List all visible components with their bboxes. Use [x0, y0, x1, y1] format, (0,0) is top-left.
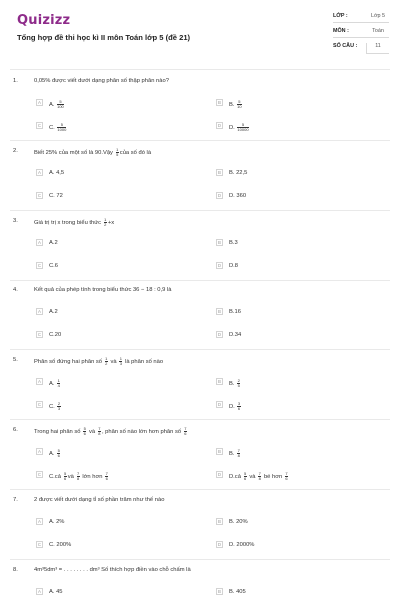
option-letter-box[interactable]: D: [217, 402, 222, 407]
numerator: 1: [116, 147, 119, 152]
option-letter-box[interactable]: A: [36, 448, 43, 455]
meta-divider: [333, 37, 389, 38]
option-c[interactable]: [49, 542, 71, 548]
denominator: 5: [116, 152, 119, 157]
numerator: 5: [238, 99, 241, 104]
question-text-part: của số đó là: [119, 150, 152, 157]
option-letter-box[interactable]: B: [216, 99, 223, 106]
numerator: 7: [105, 471, 108, 476]
numerator: 7: [184, 426, 187, 431]
option-fraction: [237, 402, 240, 411]
question-text-part: Giá trị trị x trong biểu thức: [34, 220, 103, 227]
option-text: D.8: [229, 263, 239, 269]
option-text: D.: [229, 404, 237, 411]
question-text-part: và: [108, 359, 119, 366]
question-text: [34, 287, 171, 293]
question-text-part: là phân số nào: [123, 359, 164, 366]
question-fraction: [105, 357, 108, 366]
question-number: 7.: [13, 497, 18, 503]
denominator: 6: [244, 476, 247, 481]
question-divider: [10, 210, 390, 211]
option-letter-box[interactable]: A: [36, 378, 43, 385]
option-a[interactable]: [49, 589, 63, 595]
option-fraction: [285, 472, 288, 481]
option-fraction: [258, 472, 261, 481]
question-text: [34, 427, 188, 436]
option-text: B.: [229, 102, 237, 109]
option-letter-box[interactable]: B: [216, 239, 223, 246]
option-fraction: [57, 123, 66, 132]
option-fraction: [57, 449, 60, 458]
meta-label: LỚP :: [333, 13, 348, 19]
denominator: 3: [119, 361, 122, 366]
numerator: 2: [237, 378, 240, 383]
option-d[interactable]: [229, 402, 242, 411]
option-text: C. 72: [49, 193, 63, 199]
denominator: 6: [237, 406, 241, 411]
denominator: 1000: [57, 127, 67, 132]
option-letter-box[interactable]: D: [217, 542, 222, 547]
question-divider: [10, 419, 390, 420]
option-b[interactable]: [229, 449, 241, 458]
option-letter-box[interactable]: C: [37, 332, 42, 337]
option-b[interactable]: [229, 100, 243, 109]
option-text: A.: [49, 381, 57, 388]
meta-label: SỐ CÂU :: [333, 43, 358, 49]
option-text: C. 200%: [49, 542, 72, 548]
question-fraction: [104, 218, 107, 227]
question-fraction: [83, 427, 86, 436]
numerator: 2: [57, 401, 61, 406]
option-text: A.2: [49, 240, 58, 246]
option-text: B. 20%: [229, 519, 248, 525]
denominator: 6: [285, 476, 288, 481]
option-fraction: [237, 100, 241, 109]
denominator: 6: [83, 431, 86, 436]
question-divider: [10, 140, 390, 141]
option-letter-box[interactable]: D: [217, 123, 222, 128]
option-text: A.: [49, 102, 57, 109]
question-fraction: [184, 427, 187, 436]
option-fraction: [244, 472, 247, 481]
question-number: 3.: [13, 218, 18, 224]
option-fraction: [57, 379, 60, 388]
option-text: C.20: [49, 332, 62, 338]
quizizz-logo: Quizizz: [17, 13, 71, 28]
option-fraction: [57, 402, 60, 411]
numerator: 1: [104, 217, 107, 222]
numerator: 5: [244, 471, 247, 476]
question-text-part: Trong hai phân số: [34, 429, 83, 436]
option-b[interactable]: [229, 240, 238, 246]
option-c[interactable]: [49, 263, 58, 269]
option-letter-box[interactable]: B: [216, 308, 223, 315]
numerator: 5: [64, 471, 67, 476]
denominator: 6: [64, 476, 67, 481]
numerator: 1: [57, 378, 60, 383]
option-letter-box[interactable]: A: [36, 99, 43, 106]
option-text: A. 2%: [49, 519, 65, 525]
question-number: 1.: [13, 78, 18, 84]
option-c[interactable]: [49, 332, 61, 338]
denominator: 3: [57, 406, 61, 411]
option-a[interactable]: [49, 240, 58, 246]
option-d[interactable]: [229, 542, 254, 548]
option-a[interactable]: [49, 519, 64, 525]
question-number: 5.: [13, 357, 18, 363]
denominator: 8: [98, 431, 101, 436]
option-d[interactable]: [229, 263, 238, 269]
option-b[interactable]: [229, 170, 247, 176]
numerator: 5: [57, 448, 60, 453]
option-a[interactable]: [49, 309, 58, 315]
denominator: 8: [77, 476, 80, 481]
worksheet-title: Tổng hợp đề thi học kì II môn Toán lớp 5 (đề 21): [17, 33, 191, 42]
option-text: B.: [229, 381, 237, 388]
option-letter-box[interactable]: C: [37, 402, 42, 407]
numerator: 5: [83, 426, 86, 431]
question-text: [34, 218, 114, 227]
option-letter-box[interactable]: A: [36, 518, 43, 525]
meta-row-subject: [333, 28, 389, 38]
denominator: 2: [104, 222, 107, 227]
option-fraction: [237, 449, 240, 458]
meta-divider: [333, 22, 389, 23]
denominator: 5: [237, 383, 240, 388]
numerator: 3: [237, 401, 241, 406]
question-text: [34, 497, 164, 503]
question-fraction: [119, 357, 122, 366]
option-fraction: [237, 379, 240, 388]
option-c[interactable]: [49, 193, 63, 199]
denominator: 6: [105, 476, 108, 481]
option-text: D. 2000%: [229, 542, 255, 548]
denominator: 8: [258, 476, 261, 481]
numerator: 5: [237, 123, 248, 128]
question-text: [34, 567, 191, 573]
question-text-part: , phân số nào lớn hơn phân số: [101, 429, 183, 436]
option-letter-box[interactable]: B: [216, 518, 223, 525]
option-text: D. 360: [229, 193, 247, 199]
meta-row-class: [333, 13, 389, 23]
option-a[interactable]: [49, 449, 61, 458]
question-text-part: 0,05% được viết dưới dạng phân số thập phân nào?: [34, 78, 169, 84]
option-b[interactable]: [229, 309, 241, 315]
option-a[interactable]: [49, 100, 65, 109]
option-text: D.cả: [229, 474, 243, 481]
option-letter-box[interactable]: B: [216, 588, 223, 595]
option-b[interactable]: [229, 519, 248, 525]
denominator: 8: [237, 453, 240, 458]
option-c[interactable]: [49, 472, 109, 481]
numerator: 7: [98, 426, 101, 431]
option-fraction: [77, 472, 80, 481]
option-fraction: [237, 123, 248, 132]
numerator: 1: [119, 356, 122, 361]
option-text: A.2: [49, 309, 58, 315]
option-text: A. 45: [49, 589, 63, 595]
option-text: A.: [49, 451, 57, 458]
option-letter-box[interactable]: D: [217, 263, 222, 268]
question-text-part: và: [87, 429, 97, 436]
option-letter-box[interactable]: C: [37, 472, 42, 477]
option-letter-box[interactable]: C: [37, 193, 42, 198]
meta-label: MÔN :: [333, 28, 349, 34]
meta-row-count: [333, 43, 389, 55]
option-text: A. 4,5: [49, 170, 65, 176]
meta-value: 11: [366, 43, 389, 54]
option-text: bé hơn: [262, 474, 284, 481]
denominator: 2: [105, 361, 108, 366]
option-text: lớn hơn: [80, 474, 105, 481]
question-text-part: 2 được viết dưới dạng tỉ số phần trăm như thế nào: [34, 497, 165, 503]
option-text: C.cả: [49, 474, 63, 481]
option-text: B.16: [229, 309, 241, 315]
option-b[interactable]: [229, 589, 246, 595]
option-text: C.: [49, 125, 57, 132]
option-text: B. 22,5: [229, 170, 248, 176]
option-letter-box[interactable]: D: [217, 472, 222, 477]
meta-value: Lớp 5: [370, 13, 386, 19]
option-a[interactable]: [49, 170, 64, 176]
option-letter-box[interactable]: D: [217, 193, 222, 198]
option-text: và: [247, 474, 258, 481]
option-letter-box[interactable]: B: [216, 448, 223, 455]
question-number: 4.: [13, 287, 18, 293]
numerator: 7: [237, 448, 240, 453]
option-letter-box[interactable]: B: [216, 169, 223, 176]
question-text: [34, 357, 163, 366]
option-c[interactable]: [49, 402, 62, 411]
header-divider: [10, 69, 390, 70]
question-text-part: 4m³5dm³ = . . . . . . . . dm³ Số thích hợp điền vào chỗ chấm là: [34, 567, 191, 573]
option-d[interactable]: [229, 472, 289, 481]
question-text: [34, 148, 151, 157]
option-text: B.3: [229, 240, 238, 246]
option-text: và: [67, 474, 76, 481]
option-letter-box[interactable]: C: [37, 263, 42, 268]
option-text: B.: [229, 451, 237, 458]
question-divider: [10, 280, 390, 281]
option-letter-box[interactable]: B: [216, 378, 223, 385]
option-fraction: [64, 472, 67, 481]
question-divider: [10, 489, 390, 490]
meta-value: Toán: [372, 28, 384, 34]
denominator: 10000: [237, 127, 249, 132]
option-text: D.: [229, 125, 237, 132]
question-text-part: Kết quả của phép tính trong biểu thức 36 − 18 : 0,9 là: [34, 287, 172, 293]
question-text: [34, 78, 169, 84]
question-number: 2.: [13, 148, 18, 154]
option-d[interactable]: [229, 123, 250, 132]
numerator: 5: [57, 123, 66, 128]
option-text: B. 405: [229, 589, 246, 595]
numerator: 7: [258, 471, 261, 476]
question-fraction: [98, 427, 101, 436]
option-letter-box[interactable]: A: [36, 588, 43, 595]
option-d[interactable]: [229, 193, 246, 199]
option-letter-box[interactable]: C: [37, 123, 42, 128]
numerator: 7: [77, 471, 80, 476]
option-fraction: [57, 100, 64, 109]
question-divider: [10, 559, 390, 560]
option-a[interactable]: [49, 379, 61, 388]
option-text: C.: [49, 404, 57, 411]
question-number: 8.: [13, 567, 18, 573]
denominator: 6: [57, 453, 60, 458]
question-fraction: [116, 148, 119, 157]
option-b[interactable]: [229, 379, 241, 388]
option-d[interactable]: [229, 332, 241, 338]
option-letter-box[interactable]: D: [217, 332, 222, 337]
option-letter-box[interactable]: C: [37, 542, 42, 547]
question-text-part: Phân số đứng hai phân số: [34, 359, 104, 366]
option-text: D.34: [229, 332, 242, 338]
numerator: 5: [57, 100, 64, 105]
question-text-part: +x: [107, 220, 115, 227]
question-divider: [10, 349, 390, 350]
denominator: 10: [237, 104, 242, 109]
question-number: 6.: [13, 427, 18, 433]
option-letter-box[interactable]: A: [36, 239, 43, 246]
option-letter-box[interactable]: A: [36, 308, 43, 315]
denominator: 6: [184, 431, 187, 436]
option-letter-box[interactable]: A: [36, 169, 43, 176]
worksheet-header: [0, 0, 400, 70]
question-text-part: Biết 25% của một số là 90.Vậy: [34, 150, 115, 157]
option-c[interactable]: [49, 123, 67, 132]
numerator: 7: [285, 471, 288, 476]
denominator: 4: [57, 383, 60, 388]
numerator: 1: [105, 356, 108, 361]
denominator: 100: [57, 104, 64, 109]
option-text: C.6: [49, 263, 59, 269]
option-fraction: [105, 472, 108, 481]
